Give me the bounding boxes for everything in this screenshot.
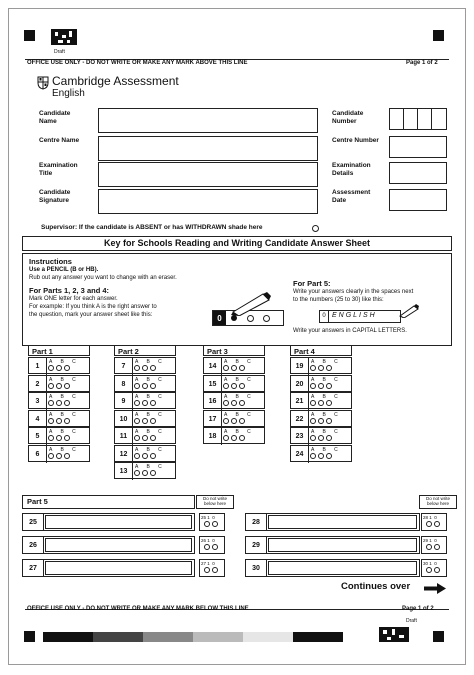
top-office-notice: OFFICE USE ONLY - DO NOT WRITE OR MAKE ANY MARK ABOVE THIS LINE <box>27 60 248 66</box>
answer-bubble-b[interactable] <box>142 470 148 476</box>
answer-options <box>222 394 254 408</box>
question-number: 4 <box>29 411 47 428</box>
candidate-name-field[interactable] <box>98 108 318 133</box>
answer-options <box>47 412 79 426</box>
answer-bubble-a[interactable] <box>48 453 54 459</box>
answer-bubble-a[interactable] <box>134 365 140 371</box>
question-number: 5 <box>29 428 47 445</box>
answer-bubble-b[interactable] <box>142 435 148 441</box>
cambridge-shield-icon <box>37 76 49 88</box>
mark-bubble <box>434 521 440 527</box>
mark-bubble <box>212 544 218 550</box>
question-row <box>203 410 265 427</box>
mark-code-text: 26 1 0 <box>201 538 215 543</box>
answer-bubble-c[interactable] <box>150 400 156 406</box>
option-letters: A B C <box>135 359 166 365</box>
timing-mark <box>433 30 444 41</box>
examination-details-label: Examination Details <box>332 162 371 177</box>
part5-example-box <box>319 310 401 323</box>
question-number: 24 <box>291 446 309 463</box>
candidate-name-label: Candidate Name <box>39 110 71 125</box>
parts-line3: the question, mark your answer sheet like this: <box>29 312 153 318</box>
answer-bubble-c[interactable] <box>64 453 70 459</box>
answer-options <box>309 447 341 461</box>
instructions-line1: Use a PENCIL (B or HB). <box>29 267 99 273</box>
answer-bubble-c[interactable] <box>150 365 156 371</box>
example-number: 0 <box>213 311 226 325</box>
centre-number-field[interactable] <box>389 136 447 158</box>
option-letters: A B C <box>135 429 166 435</box>
answer-bubble-a[interactable] <box>48 383 54 389</box>
answer-options <box>222 412 254 426</box>
bottom-draft-label: Draft <box>406 618 417 624</box>
answer-bubble-c[interactable] <box>239 383 245 389</box>
question-number: 11 <box>115 428 133 445</box>
answer-bubble-b[interactable] <box>231 383 237 389</box>
answer-options <box>309 429 341 443</box>
question-row <box>290 445 352 462</box>
option-letters: A B C <box>135 411 166 418</box>
candidate-signature-field[interactable] <box>98 189 318 214</box>
answer-bubble-c[interactable] <box>239 400 245 406</box>
answer-bubble-b[interactable] <box>142 383 148 389</box>
bottom-office-notice: OFFICE USE ONLY - DO NOT WRITE OR MAKE ANY MARK BELOW THIS LINE <box>27 606 249 612</box>
answer-bubble-b[interactable] <box>318 383 324 389</box>
mark-bubble <box>434 567 440 573</box>
question-number: 1 <box>29 358 47 375</box>
option-letters: A B C <box>49 446 80 453</box>
part5-row <box>22 559 195 577</box>
answer-bubble-b[interactable] <box>231 418 237 424</box>
answer-options <box>47 394 79 408</box>
answer-options <box>47 359 79 373</box>
centre-name-field[interactable] <box>98 136 318 161</box>
empty-bubble-icon <box>247 315 254 322</box>
question-number: 13 <box>115 463 133 480</box>
instructions-line2: Rub out any answer you want to change with an eraser. <box>29 275 177 281</box>
question-number: 9 <box>115 393 133 410</box>
option-letters: A B C <box>224 394 255 400</box>
question-number: 15 <box>204 376 222 393</box>
mark-code-text: 27 1 0 <box>201 561 215 566</box>
examination-title-field[interactable] <box>98 162 318 187</box>
answer-options <box>133 377 165 391</box>
answer-bubble-c[interactable] <box>150 418 156 424</box>
answer-sheet <box>8 8 466 665</box>
question-number: 8 <box>115 376 133 393</box>
instructions-box <box>22 253 452 346</box>
question-row <box>114 427 176 444</box>
answer-bubble-a[interactable] <box>48 418 54 424</box>
grayscale-strip <box>43 632 343 642</box>
answer-bubble-c[interactable] <box>64 435 70 441</box>
answer-bubble-b[interactable] <box>56 418 62 424</box>
part5-row <box>22 536 195 554</box>
question-row <box>290 392 352 409</box>
mark-code-text: 29 1 0 <box>423 538 437 543</box>
question-row <box>203 427 265 444</box>
answer-bubble-b[interactable] <box>56 365 62 371</box>
answer-bubble-a[interactable] <box>48 365 54 371</box>
mark-code-text: 25 1 0 <box>201 515 215 520</box>
timing-mark <box>433 631 444 642</box>
mark-bubble <box>426 567 432 573</box>
question-number: 3 <box>29 393 47 410</box>
answer-options <box>133 464 165 478</box>
answer-bubble-b[interactable] <box>142 418 148 424</box>
answer-bubble-b[interactable] <box>318 435 324 441</box>
question-number: 6 <box>29 446 47 463</box>
answer-bubble-b[interactable] <box>318 453 324 459</box>
question-row <box>28 375 90 392</box>
assessment-date-label: Assessment Date <box>332 189 371 204</box>
question-row <box>290 357 352 374</box>
answer-bubble-a[interactable] <box>134 383 140 389</box>
answer-bubble-b[interactable] <box>318 418 324 424</box>
answer-options <box>222 359 254 373</box>
sheet-title: Key for Schools Reading and Writing Candidate Answer Sheet <box>103 238 371 248</box>
mark-code-text: 28 1 0 <box>423 515 437 520</box>
part5-question-number: 30 <box>246 560 267 576</box>
answer-bubble-c[interactable] <box>326 365 332 371</box>
answer-bubble-c[interactable] <box>239 365 245 371</box>
option-letters: A B C <box>49 359 80 365</box>
part5-row <box>245 513 420 531</box>
mark-bubble <box>212 521 218 527</box>
option-letters: A B C <box>135 464 166 470</box>
answer-bubble-a[interactable] <box>223 400 229 406</box>
parts-line1: Mark ONE letter for each answer. <box>29 296 118 302</box>
pencil-icon <box>398 304 420 318</box>
mark-bubble <box>204 521 210 527</box>
answer-bubble-a[interactable] <box>134 418 140 424</box>
examination-details-field[interactable] <box>389 162 447 184</box>
part-header: Part 2 <box>114 345 176 356</box>
answer-bubble-c[interactable] <box>64 365 70 371</box>
question-number: 21 <box>291 393 309 410</box>
answer-bubble-a[interactable] <box>48 435 54 441</box>
part5-row <box>22 513 195 531</box>
answer-bubble-a[interactable] <box>134 453 140 459</box>
question-number: 2 <box>29 376 47 393</box>
answer-options <box>309 394 341 408</box>
answer-bubble-b[interactable] <box>142 453 148 459</box>
part5-example-number: 0 <box>320 311 329 322</box>
sheet-title-bar <box>22 236 452 251</box>
option-letters: A B C <box>135 394 166 400</box>
answer-bubble-b[interactable] <box>142 400 148 406</box>
question-row <box>290 410 352 427</box>
option-letters: A B C <box>49 429 80 435</box>
question-row <box>28 357 90 374</box>
answer-bubble-a[interactable] <box>310 383 316 389</box>
question-row <box>114 462 176 479</box>
answer-options <box>133 447 165 461</box>
answer-bubble-c[interactable] <box>64 418 70 424</box>
question-number: 19 <box>291 358 309 375</box>
option-letters: A B C <box>311 359 342 365</box>
answer-bubble-b[interactable] <box>231 365 237 371</box>
part-header: Part 3 <box>203 345 265 356</box>
answer-options <box>133 412 165 426</box>
part5-question-number: 25 <box>23 514 44 530</box>
answer-bubble-b[interactable] <box>56 383 62 389</box>
mark-bubble <box>204 567 210 573</box>
answer-bubble-c[interactable] <box>150 453 156 459</box>
answer-options <box>309 412 341 426</box>
answer-options <box>47 377 79 391</box>
centre-number-label: Centre Number <box>332 137 379 144</box>
part5-question-number: 28 <box>246 514 267 530</box>
logo-subtitle: English <box>52 88 85 99</box>
mark-code-text: 30 1 0 <box>423 561 437 566</box>
timing-mark <box>24 631 35 642</box>
barcode-icon <box>379 627 409 642</box>
candidate-signature-label: Candidate Signature <box>39 189 71 204</box>
timing-mark <box>24 30 35 41</box>
part5-answer-field[interactable] <box>45 515 192 529</box>
question-number: 23 <box>291 428 309 445</box>
option-letters: A B C <box>311 394 342 400</box>
answer-bubble-b[interactable] <box>56 435 62 441</box>
answer-options <box>133 359 165 373</box>
answer-options <box>133 429 165 443</box>
answer-bubble-b[interactable] <box>318 400 324 406</box>
answer-bubble-a[interactable] <box>223 365 229 371</box>
option-letters: A B C <box>224 376 255 383</box>
mark-code-box <box>421 536 447 554</box>
option-letters: A B C <box>224 359 255 365</box>
answer-bubble-c[interactable] <box>64 400 70 406</box>
option-letters: A B C <box>135 446 166 453</box>
part5-question-number: 29 <box>246 537 267 553</box>
answer-bubble-c[interactable] <box>326 435 332 441</box>
centre-name-label: Centre Name <box>39 137 80 144</box>
page-label: Page 1 of 2 <box>406 60 438 66</box>
mark-bubble <box>204 544 210 550</box>
answer-options <box>133 394 165 408</box>
logo-title: Cambridge Assessment <box>52 74 179 88</box>
option-letters: A B C <box>224 429 255 435</box>
option-letters: A B C <box>49 376 80 383</box>
question-row <box>114 445 176 462</box>
question-row <box>290 375 352 392</box>
answer-bubble-b[interactable] <box>56 400 62 406</box>
part5-label: Part 5 <box>27 497 48 506</box>
option-letters: A B C <box>311 429 342 435</box>
draft-label: Draft <box>54 49 65 55</box>
question-row <box>290 427 352 444</box>
question-row <box>28 410 90 427</box>
part5-question-number: 27 <box>23 560 44 576</box>
answer-options <box>309 359 341 373</box>
answer-bubble-a[interactable] <box>223 435 229 441</box>
option-letters: A B C <box>224 411 255 418</box>
answer-bubble-b[interactable] <box>142 365 148 371</box>
instructions-heading: Instructions <box>29 257 72 266</box>
option-letters: A B C <box>49 394 80 400</box>
part-header: Part 1 <box>28 345 90 356</box>
mark-code-box <box>421 513 447 531</box>
question-row <box>203 375 265 392</box>
answer-bubble-c[interactable] <box>239 435 245 441</box>
empty-bubble-icon <box>263 315 270 322</box>
answer-bubble-a[interactable] <box>134 435 140 441</box>
answer-options <box>47 447 79 461</box>
answer-bubble-c[interactable] <box>326 400 332 406</box>
answer-options <box>222 377 254 391</box>
answer-bubble-a[interactable] <box>134 400 140 406</box>
question-number: 18 <box>204 428 222 445</box>
question-number: 17 <box>204 411 222 428</box>
answer-bubble-c[interactable] <box>150 383 156 389</box>
question-row <box>114 410 176 427</box>
question-number: 16 <box>204 393 222 410</box>
answer-bubble-a[interactable] <box>310 418 316 424</box>
parts-line2: For example: If you think A is the right answer to <box>29 304 157 310</box>
question-number: 10 <box>115 411 133 428</box>
mark-code-box <box>199 559 225 577</box>
parts-heading: For Parts 1, 2, 3 and 4: <box>29 286 110 295</box>
option-letters: A B C <box>49 411 80 418</box>
question-row <box>28 392 90 409</box>
question-row <box>114 357 176 374</box>
question-row <box>114 392 176 409</box>
answer-bubble-b[interactable] <box>56 453 62 459</box>
answer-bubble-b[interactable] <box>318 365 324 371</box>
question-row <box>28 427 90 444</box>
answer-bubble-a[interactable] <box>310 400 316 406</box>
part5-row <box>245 559 420 577</box>
question-number: 12 <box>115 446 133 463</box>
mark-bubble <box>434 544 440 550</box>
answer-bubble-c[interactable] <box>239 418 245 424</box>
answer-bubble-b[interactable] <box>231 400 237 406</box>
answer-bubble-a[interactable] <box>223 383 229 389</box>
part5-question-number: 26 <box>23 537 44 553</box>
option-letters: A B C <box>311 446 342 453</box>
question-number: 22 <box>291 411 309 428</box>
answer-bubble-c[interactable] <box>326 383 332 389</box>
question-row <box>203 357 265 374</box>
option-letters: A B C <box>311 376 342 383</box>
answer-bubble-a[interactable] <box>48 400 54 406</box>
answer-bubble-a[interactable] <box>310 435 316 441</box>
part5-answer-field[interactable] <box>45 538 192 552</box>
answer-bubble-b[interactable] <box>231 435 237 441</box>
part5-answer-field[interactable] <box>45 561 192 575</box>
question-row <box>28 445 90 462</box>
answer-options <box>309 377 341 391</box>
mark-bubble <box>212 567 218 573</box>
answer-bubble-c[interactable] <box>150 470 156 476</box>
mark-code-box <box>421 559 447 577</box>
answer-options <box>222 429 254 443</box>
part5-heading: For Part 5: <box>293 279 331 288</box>
question-row <box>114 375 176 392</box>
answer-bubble-a[interactable] <box>134 470 140 476</box>
question-number: 7 <box>115 358 133 375</box>
do-not-write-left: Do not write below here <box>196 495 234 509</box>
answer-bubble-c[interactable] <box>326 418 332 424</box>
answer-bubble-c[interactable] <box>64 383 70 389</box>
answer-options <box>47 429 79 443</box>
answer-bubble-c[interactable] <box>326 453 332 459</box>
question-number: 14 <box>204 358 222 375</box>
pencil-icon <box>229 290 273 316</box>
candidate-number-field[interactable] <box>389 108 447 130</box>
absent-shade-bubble[interactable] <box>312 225 319 232</box>
part5-line2: to the numbers (25 to 30) like this: <box>293 297 384 303</box>
answer-bubble-a[interactable] <box>223 418 229 424</box>
question-number: 20 <box>291 376 309 393</box>
part5-header <box>22 495 195 509</box>
continues-over-label: Continues over <box>341 581 411 592</box>
mark-bubble <box>426 544 432 550</box>
part5-example-word: ENGLISH <box>332 312 377 319</box>
candidate-number-label: Candidate Number <box>332 110 364 125</box>
part5-line1: Write your answers clearly in the spaces next <box>293 289 414 295</box>
answer-bubble-a[interactable] <box>310 453 316 459</box>
part5-line3: Write your answers in CAPITAL LETTERS. <box>293 328 407 334</box>
bottom-page-label: Page 1 of 2 <box>402 606 434 612</box>
part5-answer-field[interactable] <box>268 538 417 552</box>
part5-answer-field[interactable] <box>268 561 417 575</box>
option-letters: A B C <box>311 411 342 418</box>
arrow-right-icon <box>424 581 446 592</box>
question-row <box>203 392 265 409</box>
supervisor-instruction: Supervisor: If the candidate is ABSENT or has WITHDRAWN shade here <box>41 224 263 231</box>
answer-bubble-a[interactable] <box>310 365 316 371</box>
part-header: Part 4 <box>290 345 352 356</box>
examination-title-label: Examination Title <box>39 162 78 177</box>
mark-code-box <box>199 513 225 531</box>
mark-bubble <box>426 521 432 527</box>
do-not-write-right: Do not write below here <box>419 495 457 509</box>
barcode-icon <box>51 29 77 45</box>
answer-bubble-c[interactable] <box>150 435 156 441</box>
mark-code-box <box>199 536 225 554</box>
option-letters: A B C <box>135 376 166 383</box>
assessment-date-field[interactable] <box>389 189 447 211</box>
part5-row <box>245 536 420 554</box>
part5-answer-field[interactable] <box>268 515 417 529</box>
